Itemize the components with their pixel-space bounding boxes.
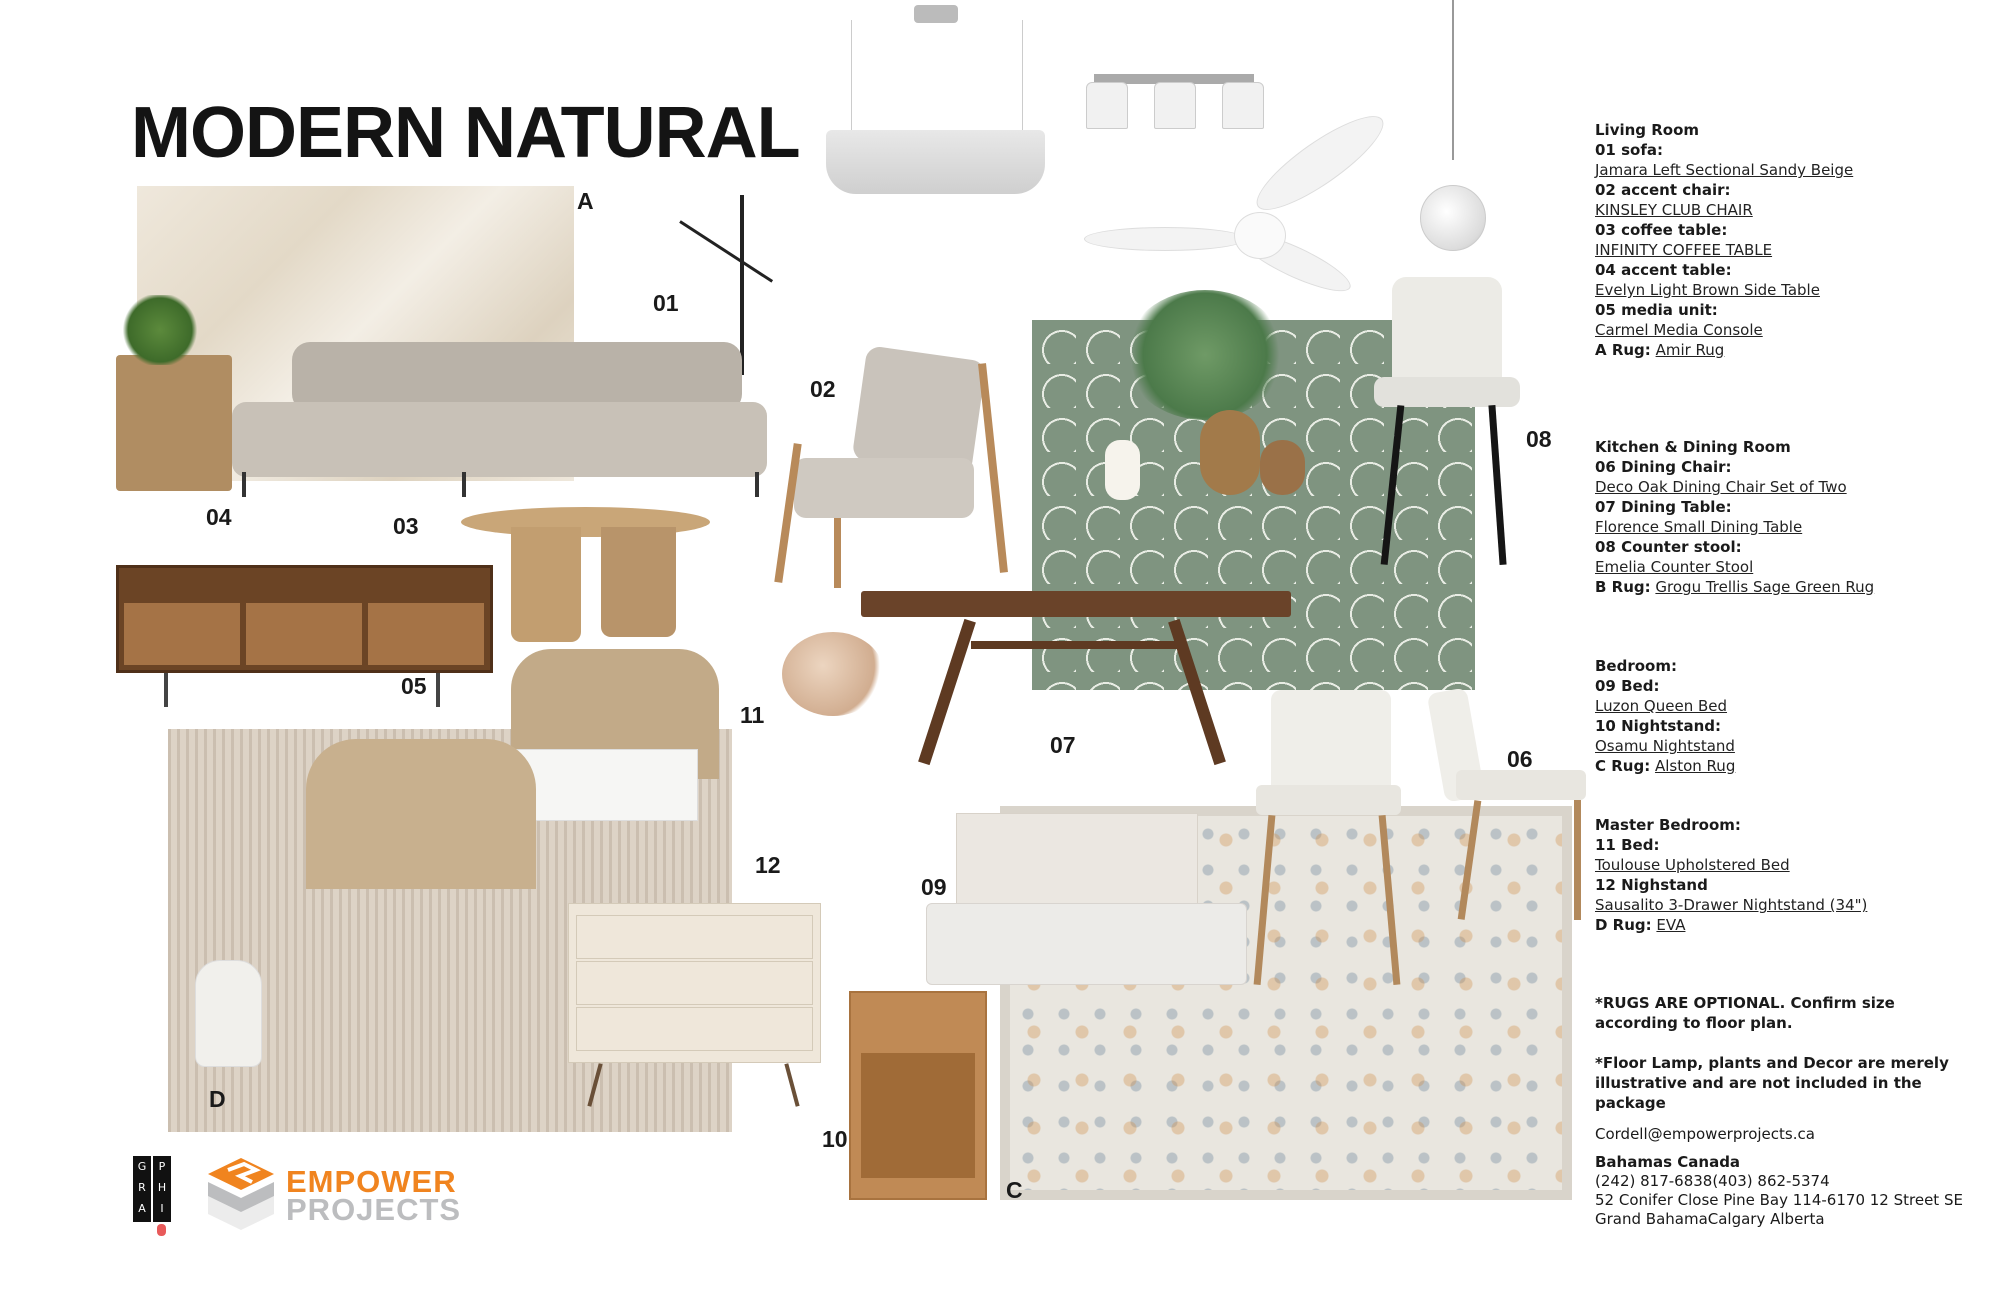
page-title: MODERN NATURAL <box>131 93 800 173</box>
item-label: 09 Bed: <box>1595 677 1660 695</box>
contact-email[interactable]: Cordell@empowerprojects.ca <box>1595 1125 1815 1143</box>
dining-chair-image <box>1426 690 1581 922</box>
product-link[interactable]: Carmel Media Console <box>1595 321 1763 339</box>
product-link[interactable]: Osamu Nightstand <box>1595 737 1735 755</box>
accent-table-image <box>116 355 232 491</box>
label-08: 08 <box>1526 426 1552 452</box>
drum-pendant-image <box>826 0 1045 194</box>
graphi-logo: G R A P H I <box>133 1156 172 1226</box>
contact-address-line2: Grand BahamaCalgary Alberta <box>1595 1210 1825 1228</box>
item-label: 02 accent chair: <box>1595 181 1731 199</box>
plants-decor-image <box>1085 290 1320 510</box>
section-heading: Master Bedroom: <box>1595 816 1741 834</box>
rug-link[interactable]: Amir Rug <box>1655 341 1725 359</box>
empower-cube-icon <box>206 1156 276 1236</box>
kitchen-dining-section <box>1595 437 1995 597</box>
label-05: 05 <box>401 673 427 699</box>
item-label: 12 Nighstand <box>1595 876 1708 894</box>
coffee-table-image <box>461 507 710 645</box>
rugs-optional-note: *RUGS ARE OPTIONAL. Confirm size according to floor plan. <box>1595 994 1895 1032</box>
product-link[interactable]: Toulouse Upholstered Bed <box>1595 856 1790 874</box>
projects-wordmark: PROJECTS <box>286 1192 462 1227</box>
ceiling-fan-image <box>1084 142 1394 284</box>
label-07: 07 <box>1050 732 1076 758</box>
rug-link[interactable]: Grogu Trellis Sage Green Rug <box>1655 578 1875 596</box>
label-rug-d: D <box>209 1086 226 1112</box>
contact-section <box>1595 1153 1995 1229</box>
section-heading: Kitchen & Dining Room <box>1595 438 1791 456</box>
contact-address-line1: 52 Conifer Close Pine Bay 114-6170 12 Street SE <box>1595 1191 1963 1209</box>
dining-chair-image <box>1251 690 1406 990</box>
counter-stool-image <box>1374 277 1520 567</box>
label-09: 09 <box>921 874 947 900</box>
item-label: 08 Counter stool: <box>1595 538 1742 556</box>
nightstand-image <box>849 991 987 1200</box>
label-rug-c: C <box>1006 1177 1023 1203</box>
item-label: 05 media unit: <box>1595 301 1718 319</box>
product-link[interactable]: INFINITY COFFEE TABLE <box>1595 241 1773 259</box>
empower-wordmark: EMPOWER <box>286 1164 457 1199</box>
section-heading: Living Room <box>1595 121 1700 139</box>
rug-link[interactable]: EVA <box>1656 916 1686 934</box>
item-label: 10 Nightstand: <box>1595 717 1722 735</box>
master-bedroom-section <box>1595 815 1995 935</box>
item-label: 07 Dining Table: <box>1595 498 1732 516</box>
product-link[interactable]: Deco Oak Dining Chair Set of Two <box>1595 478 1847 496</box>
vanity-light-image <box>1084 64 1265 129</box>
upholstered-bed-image <box>306 649 719 890</box>
bedroom-section <box>1595 656 1995 776</box>
label-11: 11 <box>740 702 765 728</box>
dresser-image <box>568 903 821 1109</box>
product-link[interactable]: Florence Small Dining Table <box>1595 518 1803 536</box>
item-label: 03 coffee table: <box>1595 221 1728 239</box>
product-link[interactable]: KINSLEY CLUB CHAIR <box>1595 201 1753 219</box>
plant-image <box>120 295 200 365</box>
living-room-section <box>1595 120 1995 360</box>
rug-label: B Rug: <box>1595 578 1651 596</box>
product-link[interactable]: Jamara Left Sectional Sandy Beige <box>1595 161 1854 179</box>
empower-projects-logo <box>206 1156 466 1236</box>
product-link[interactable]: Evelyn Light Brown Side Table <box>1595 281 1820 299</box>
item-label: 04 accent table: <box>1595 261 1732 279</box>
item-label: 11 Bed: <box>1595 836 1660 854</box>
dining-table-image <box>861 591 1291 768</box>
label-04: 04 <box>206 504 232 530</box>
globe-pendant-image <box>1420 185 1486 251</box>
product-link[interactable]: Sausalito 3-Drawer Nightstand (34") <box>1595 896 1868 914</box>
rug-label: A Rug: <box>1595 341 1651 359</box>
globe-pendant-cord <box>1452 0 1454 160</box>
label-10: 10 <box>822 1126 848 1152</box>
label-06: 06 <box>1507 746 1533 772</box>
rug-label: C Rug: <box>1595 757 1651 775</box>
contact-phones: (242) 817-6838(403) 862-5374 <box>1595 1172 1830 1190</box>
floor-lamp-arm <box>679 220 773 282</box>
queen-bed-image <box>926 813 1245 987</box>
label-02: 02 <box>810 376 836 402</box>
label-rug-a: A <box>577 188 594 214</box>
item-label: 01 sofa: <box>1595 141 1663 159</box>
sofa-image <box>232 342 767 497</box>
section-heading: Bedroom: <box>1595 657 1677 675</box>
rug-label: D Rug: <box>1595 916 1652 934</box>
product-link[interactable]: Emelia Counter Stool <box>1595 558 1754 576</box>
item-label: 06 Dining Chair: <box>1595 458 1732 476</box>
contact-locations: Bahamas Canada <box>1595 1153 1741 1171</box>
vase-decor-image <box>195 960 262 1067</box>
product-link[interactable]: Luzon Queen Bed <box>1595 697 1728 715</box>
label-03: 03 <box>393 513 419 539</box>
label-01: 01 <box>653 290 679 316</box>
rug-link[interactable]: Alston Rug <box>1654 757 1736 775</box>
label-12: 12 <box>755 852 781 878</box>
decor-disclaimer-note: *Floor Lamp, plants and Decor are merely illustrative and are not included in the package <box>1595 1054 1949 1112</box>
